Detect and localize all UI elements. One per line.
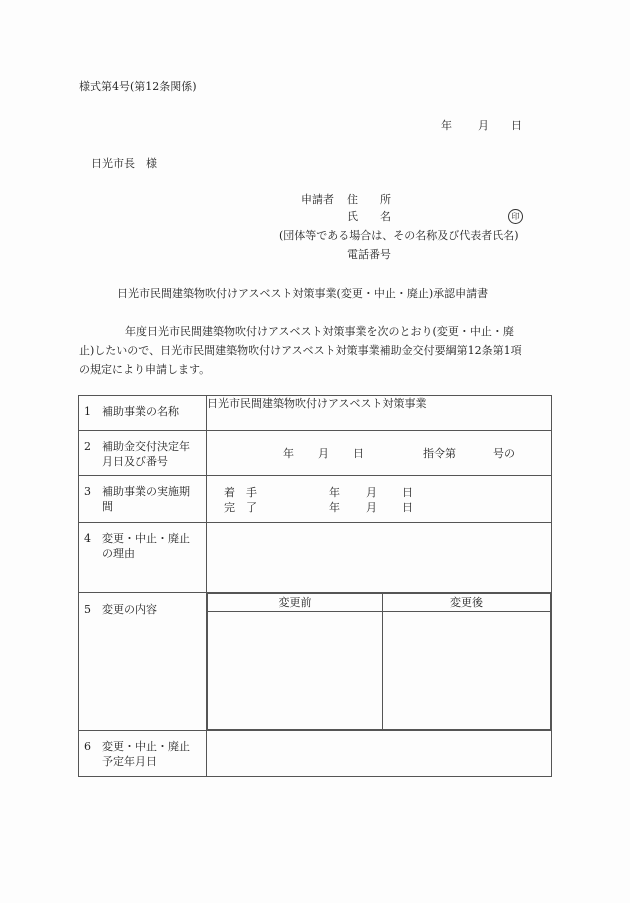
before-change-header: 変更前 <box>208 594 383 612</box>
row-label-text: 補助事業の実施期間 <box>102 485 190 513</box>
end-day: 日 <box>402 501 413 514</box>
row-label-text: 補助事業の名称 <box>102 405 179 418</box>
form-number: 様式第4号(第12条関係) <box>79 80 197 93</box>
submission-date <box>441 119 522 133</box>
table-row <box>79 396 552 431</box>
seal-icon: 印 <box>508 209 523 224</box>
row-label <box>79 431 207 476</box>
body-line: の規定により申請します。 <box>79 363 211 376</box>
row-number: 1 <box>84 405 91 418</box>
start-month: 月 <box>366 486 377 499</box>
change-content-table <box>207 593 551 730</box>
after-change-header: 変更後 <box>383 594 551 612</box>
applicant-label: 申請者 <box>301 193 334 206</box>
date-year: 年 <box>441 119 452 132</box>
addressee: 日光市長 様 <box>91 157 157 170</box>
row-label <box>79 731 207 777</box>
applicant-note: (団体等である場合は、その名称及び代表者氏名) <box>279 229 519 242</box>
table-row <box>79 476 552 523</box>
end-month: 月 <box>366 501 377 514</box>
end-label: 完 了 <box>224 501 257 514</box>
scheduled-date-field[interactable] <box>207 731 552 777</box>
row-number: 4 <box>84 532 91 545</box>
row-label-text: 変更・中止・廃止の理由 <box>102 532 190 560</box>
row-number: 3 <box>84 485 91 498</box>
row-label-text: 変更の内容 <box>102 603 157 616</box>
application-form-table <box>78 395 552 777</box>
start-day: 日 <box>402 486 413 499</box>
implementation-period-field[interactable] <box>207 476 552 523</box>
after-change-field[interactable] <box>383 612 551 730</box>
document-title: 日光市民間建築物吹付けアスベスト対策事業(変更・中止・廃止)承認申請書 <box>117 287 489 300</box>
table-row <box>79 593 552 731</box>
table-row <box>79 523 552 593</box>
change-content-cell <box>207 593 552 731</box>
before-change-field[interactable] <box>208 612 383 730</box>
row-label <box>79 396 207 431</box>
start-year: 年 <box>329 486 340 499</box>
date-day: 日 <box>511 119 522 132</box>
decision-day: 日 <box>353 447 364 460</box>
project-name-field[interactable]: 日光市民間建築物吹付けアスベスト対策事業 <box>207 396 552 431</box>
row-label <box>79 476 207 523</box>
body-line: 年度日光市民間建築物吹付けアスベスト対策事業を次のとおり(変更・中止・廃 <box>125 325 514 338</box>
row-number: 2 <box>84 440 91 453</box>
name-label: 氏 名 <box>347 210 391 223</box>
row-number: 5 <box>84 603 91 616</box>
table-row <box>79 431 552 476</box>
phone-label: 電話番号 <box>347 248 391 261</box>
row-label-text: 変更・中止・廃止予定年月日 <box>102 740 190 768</box>
order-suffix: 号の <box>493 447 515 460</box>
decision-month: 月 <box>318 447 329 460</box>
end-year: 年 <box>329 501 340 514</box>
row-label-text: 補助金交付決定年月日及び番号 <box>102 440 190 468</box>
decision-year: 年 <box>283 447 294 460</box>
document-body <box>79 322 549 379</box>
grant-decision-field[interactable] <box>207 431 552 476</box>
row-number: 6 <box>84 740 91 753</box>
address-label: 住 所 <box>347 193 391 206</box>
body-line: 止)したいので、日光市民間建築物吹付けアスベスト対策事業補助金交付要綱第12条第1項 <box>79 344 522 357</box>
start-label: 着 手 <box>224 486 257 499</box>
change-reason-field[interactable] <box>207 523 552 593</box>
table-row <box>79 731 552 777</box>
order-prefix: 指令第 <box>423 447 456 460</box>
date-month: 月 <box>478 119 489 132</box>
row-label <box>79 593 207 731</box>
row-label <box>79 523 207 593</box>
